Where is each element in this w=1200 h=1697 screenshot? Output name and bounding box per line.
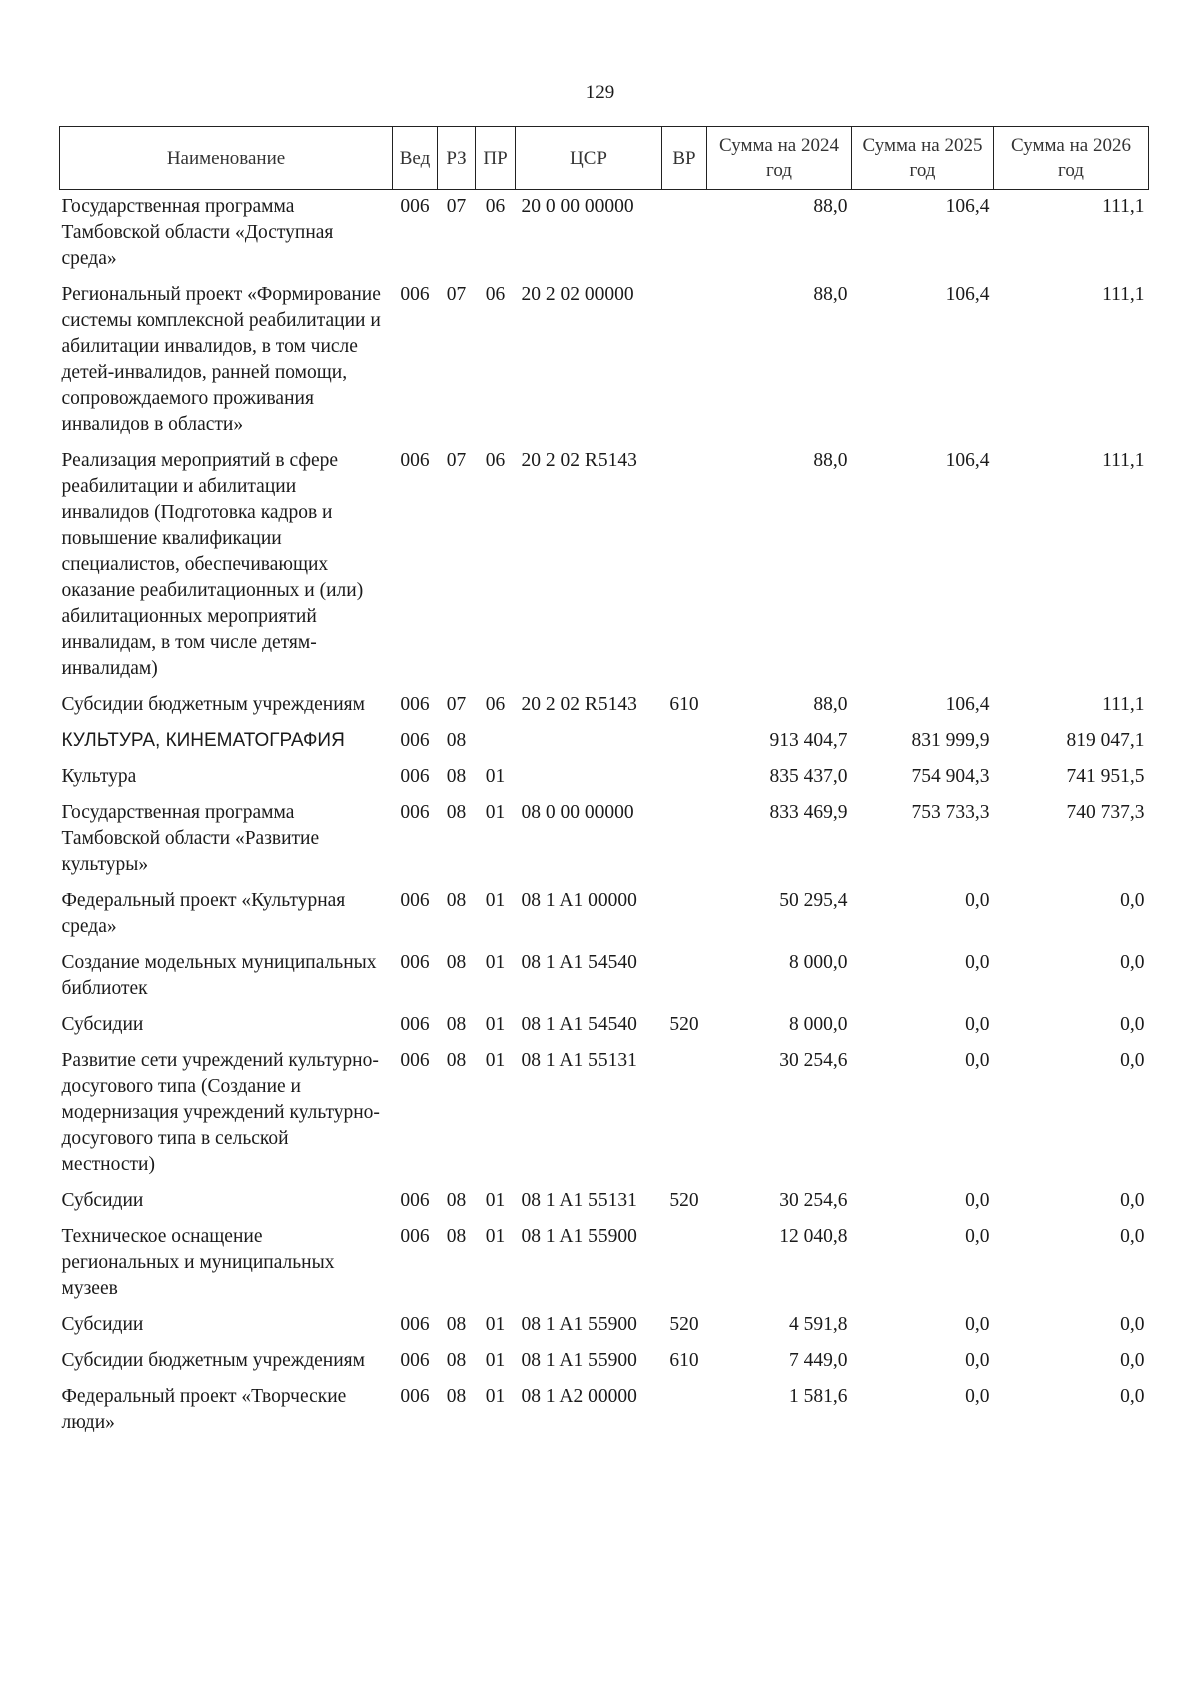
cell-rz: 07 bbox=[446, 450, 467, 471]
cell-rz: 08 bbox=[446, 1386, 467, 1407]
table-row bbox=[60, 1044, 1149, 1184]
cell-pr: 01 bbox=[485, 952, 506, 973]
header-sum-2025: Сумма на 2025 год bbox=[852, 127, 994, 190]
cell-pr: 01 bbox=[485, 1226, 506, 1247]
header-csr: ЦСР bbox=[516, 127, 662, 190]
cell-csr: 20 2 02 R5143 bbox=[521, 450, 637, 471]
cell-name: КУЛЬТУРА, КИНЕМАТОГРАФИЯ bbox=[61, 730, 345, 751]
cell-csr: 08 0 00 00000 bbox=[521, 802, 634, 823]
cell-sum-2024: 8 000,0 bbox=[789, 1014, 848, 1035]
cell-rz: 07 bbox=[446, 196, 467, 217]
header-vr: ВР bbox=[662, 127, 707, 190]
cell-vr bbox=[662, 1220, 707, 1308]
cell-name: Техническое оснащение региональных и муниципальных музеев bbox=[61, 1226, 335, 1299]
cell-name: Государственная программа Тамбовской области «Доступная среда» bbox=[61, 196, 334, 269]
cell-pr: 06 bbox=[485, 694, 506, 715]
cell-rz: 08 bbox=[446, 890, 467, 911]
cell-sum-2026: 0,0 bbox=[1120, 1386, 1145, 1407]
table-row bbox=[60, 724, 1149, 760]
table-row bbox=[60, 1184, 1149, 1220]
cell-sum-2025: 0,0 bbox=[965, 1314, 990, 1335]
cell-pr: 01 bbox=[485, 1190, 506, 1211]
cell-vr bbox=[662, 190, 707, 279]
cell-ved: 006 bbox=[400, 766, 430, 787]
cell-name: Субсидии bbox=[61, 1014, 144, 1035]
cell-sum-2025: 753 733,3 bbox=[911, 802, 990, 823]
table-row bbox=[60, 1344, 1149, 1380]
cell-pr: 01 bbox=[485, 802, 506, 823]
table-row bbox=[60, 946, 1149, 1008]
table-row bbox=[60, 278, 1149, 444]
cell-vr bbox=[662, 724, 707, 760]
cell-sum-2026: 111,1 bbox=[1102, 196, 1145, 217]
cell-ved: 006 bbox=[400, 450, 430, 471]
table-row bbox=[60, 1308, 1149, 1344]
cell-pr: 01 bbox=[485, 1314, 506, 1335]
cell-vr: 520 bbox=[669, 1314, 699, 1335]
cell-rz: 08 bbox=[446, 730, 467, 751]
cell-rz: 08 bbox=[446, 802, 467, 823]
header-pr: ПР bbox=[476, 127, 516, 190]
header-ved: Вед bbox=[393, 127, 438, 190]
header-sum-2026: Сумма на 2026 год bbox=[994, 127, 1149, 190]
cell-sum-2024: 4 591,8 bbox=[789, 1314, 848, 1335]
cell-sum-2026: 111,1 bbox=[1102, 284, 1145, 305]
cell-vr: 520 bbox=[669, 1014, 699, 1035]
cell-name: Федеральный проект «Творческие люди» bbox=[61, 1386, 347, 1433]
cell-ved: 006 bbox=[400, 284, 430, 305]
cell-pr bbox=[476, 724, 516, 760]
cell-name: Субсидии bbox=[61, 1190, 144, 1211]
cell-vr bbox=[662, 884, 707, 946]
cell-sum-2024: 88,0 bbox=[813, 284, 848, 305]
cell-ved: 006 bbox=[400, 1226, 430, 1247]
cell-pr: 01 bbox=[485, 1350, 506, 1371]
cell-sum-2025: 106,4 bbox=[945, 196, 990, 217]
cell-sum-2025: 0,0 bbox=[965, 1386, 990, 1407]
cell-csr: 08 1 A1 55900 bbox=[521, 1314, 637, 1335]
cell-rz: 07 bbox=[446, 694, 467, 715]
cell-csr: 08 1 A1 55900 bbox=[521, 1350, 637, 1371]
cell-ved: 006 bbox=[400, 730, 430, 751]
cell-sum-2025: 0,0 bbox=[965, 890, 990, 911]
cell-rz: 07 bbox=[446, 284, 467, 305]
cell-vr bbox=[662, 1380, 707, 1442]
cell-ved: 006 bbox=[400, 1014, 430, 1035]
page-number: 129 bbox=[585, 82, 615, 103]
cell-name: Федеральный проект «Культурная среда» bbox=[61, 890, 346, 937]
cell-sum-2026: 0,0 bbox=[1120, 1226, 1145, 1247]
header-rz: РЗ bbox=[438, 127, 476, 190]
cell-csr: 20 0 00 00000 bbox=[521, 196, 634, 217]
table-row bbox=[60, 760, 1149, 796]
cell-sum-2026: 0,0 bbox=[1120, 890, 1145, 911]
cell-sum-2024: 835 437,0 bbox=[769, 766, 848, 787]
cell-pr: 01 bbox=[485, 1050, 506, 1071]
header-sum-2024: Сумма на 2024 год bbox=[707, 127, 852, 190]
cell-csr: 08 1 A1 00000 bbox=[521, 890, 637, 911]
cell-sum-2026: 819 047,1 bbox=[1066, 730, 1145, 751]
cell-sum-2026: 0,0 bbox=[1120, 1050, 1145, 1071]
cell-vr: 520 bbox=[669, 1190, 699, 1211]
cell-name: Культура bbox=[61, 766, 137, 787]
cell-sum-2025: 106,4 bbox=[945, 450, 990, 471]
cell-sum-2024: 913 404,7 bbox=[769, 730, 848, 751]
cell-name: Субсидии bbox=[61, 1314, 144, 1335]
cell-sum-2026: 0,0 bbox=[1120, 952, 1145, 973]
cell-pr: 01 bbox=[485, 890, 506, 911]
cell-ved: 006 bbox=[400, 952, 430, 973]
cell-sum-2025: 831 999,9 bbox=[911, 730, 990, 751]
cell-sum-2025: 0,0 bbox=[965, 952, 990, 973]
table-row bbox=[60, 1008, 1149, 1044]
table-header bbox=[60, 127, 1149, 190]
cell-sum-2025: 0,0 bbox=[965, 1350, 990, 1371]
cell-rz: 08 bbox=[446, 1314, 467, 1335]
table-body bbox=[60, 190, 1149, 1443]
cell-rz: 08 bbox=[446, 1014, 467, 1035]
cell-vr bbox=[662, 1044, 707, 1184]
cell-sum-2024: 88,0 bbox=[813, 450, 848, 471]
cell-sum-2024: 88,0 bbox=[813, 196, 848, 217]
cell-sum-2024: 50 295,4 bbox=[779, 890, 848, 911]
cell-vr bbox=[662, 444, 707, 688]
cell-rz: 08 bbox=[446, 952, 467, 973]
cell-sum-2025: 0,0 bbox=[965, 1226, 990, 1247]
cell-ved: 006 bbox=[400, 1350, 430, 1371]
cell-sum-2026: 111,1 bbox=[1102, 450, 1145, 471]
cell-sum-2026: 0,0 bbox=[1120, 1014, 1145, 1035]
cell-sum-2025: 754 904,3 bbox=[911, 766, 990, 787]
cell-ved: 006 bbox=[400, 694, 430, 715]
cell-rz: 08 bbox=[446, 1350, 467, 1371]
table-row bbox=[60, 444, 1149, 688]
cell-csr: 08 1 A1 54540 bbox=[521, 952, 637, 973]
cell-vr: 610 bbox=[669, 1350, 699, 1371]
table-row bbox=[60, 884, 1149, 946]
cell-sum-2026: 740 737,3 bbox=[1066, 802, 1145, 823]
cell-pr: 01 bbox=[485, 766, 506, 787]
cell-sum-2026: 741 951,5 bbox=[1066, 766, 1145, 787]
cell-name: Реализация мероприятий в сфере реабилитации и абилитации инвалидов (Подготовка кадров и повышение квалификации специалистов, обеспечивающих оказание реабилитационных и (или) абилитационных мероприятий инвалидам, в том числе детям-инвалидам) bbox=[61, 450, 364, 679]
cell-sum-2025: 106,4 bbox=[945, 284, 990, 305]
cell-sum-2025: 0,0 bbox=[965, 1050, 990, 1071]
cell-sum-2025: 106,4 bbox=[945, 694, 990, 715]
cell-sum-2025: 0,0 bbox=[965, 1190, 990, 1211]
cell-pr: 01 bbox=[485, 1014, 506, 1035]
cell-sum-2026: 0,0 bbox=[1120, 1190, 1145, 1211]
cell-pr: 06 bbox=[485, 196, 506, 217]
cell-vr bbox=[662, 278, 707, 444]
cell-name: Региональный проект «Формирование системы комплексной реабилитации и абилитации инвалидов, в том числе детей-инвалидов, ранней помощи, сопровождаемого проживания инвалидов в области» bbox=[61, 284, 381, 435]
cell-sum-2024: 30 254,6 bbox=[779, 1190, 848, 1211]
cell-sum-2024: 7 449,0 bbox=[789, 1350, 848, 1371]
cell-rz: 08 bbox=[446, 766, 467, 787]
cell-csr: 08 1 A2 00000 bbox=[521, 1386, 637, 1407]
table-row bbox=[60, 796, 1149, 884]
cell-sum-2024: 8 000,0 bbox=[789, 952, 848, 973]
cell-name: Создание модельных муниципальных библиотек bbox=[61, 952, 377, 999]
cell-ved: 006 bbox=[400, 890, 430, 911]
cell-name: Субсидии бюджетным учреждениям bbox=[61, 1350, 365, 1371]
cell-rz: 08 bbox=[446, 1226, 467, 1247]
cell-name: Субсидии бюджетным учреждениям bbox=[61, 694, 365, 715]
cell-rz: 08 bbox=[446, 1190, 467, 1211]
cell-vr bbox=[662, 946, 707, 1008]
cell-sum-2026: 0,0 bbox=[1120, 1350, 1145, 1371]
cell-vr: 610 bbox=[669, 694, 699, 715]
cell-vr bbox=[662, 796, 707, 884]
cell-sum-2024: 833 469,9 bbox=[769, 802, 848, 823]
cell-csr: 08 1 A1 55131 bbox=[521, 1190, 637, 1211]
cell-sum-2024: 12 040,8 bbox=[779, 1226, 848, 1247]
cell-pr: 06 bbox=[485, 284, 506, 305]
cell-sum-2024: 1 581,6 bbox=[789, 1386, 848, 1407]
cell-rz: 08 bbox=[446, 1050, 467, 1071]
cell-csr: 08 1 A1 55900 bbox=[521, 1226, 637, 1247]
cell-sum-2024: 88,0 bbox=[813, 694, 848, 715]
table-row bbox=[60, 1220, 1149, 1308]
cell-csr bbox=[516, 760, 662, 796]
cell-vr bbox=[662, 760, 707, 796]
cell-ved: 006 bbox=[400, 802, 430, 823]
cell-pr: 06 bbox=[485, 450, 506, 471]
cell-csr: 20 2 02 00000 bbox=[521, 284, 634, 305]
cell-pr: 01 bbox=[485, 1386, 506, 1407]
cell-csr: 08 1 A1 55131 bbox=[521, 1050, 637, 1071]
cell-ved: 006 bbox=[400, 1314, 430, 1335]
cell-sum-2026: 111,1 bbox=[1102, 694, 1145, 715]
cell-csr bbox=[516, 724, 662, 760]
budget-table bbox=[59, 126, 1149, 1442]
cell-name: Государственная программа Тамбовской области «Развитие культуры» bbox=[61, 802, 320, 875]
cell-ved: 006 bbox=[400, 1050, 430, 1071]
cell-sum-2025: 0,0 bbox=[965, 1014, 990, 1035]
table-row bbox=[60, 1380, 1149, 1442]
cell-csr: 20 2 02 R5143 bbox=[521, 694, 637, 715]
cell-sum-2026: 0,0 bbox=[1120, 1314, 1145, 1335]
cell-csr: 08 1 A1 54540 bbox=[521, 1014, 637, 1035]
cell-name: Развитие сети учреждений культурно-досугового типа (Создание и модернизация учреждений культурно-досугового типа в сельской местности) bbox=[61, 1050, 380, 1175]
header-name: Наименование bbox=[60, 127, 393, 190]
table-row bbox=[60, 688, 1149, 724]
cell-sum-2024: 30 254,6 bbox=[779, 1050, 848, 1071]
cell-ved: 006 bbox=[400, 1386, 430, 1407]
table-row bbox=[60, 190, 1149, 279]
cell-ved: 006 bbox=[400, 196, 430, 217]
cell-ved: 006 bbox=[400, 1190, 430, 1211]
